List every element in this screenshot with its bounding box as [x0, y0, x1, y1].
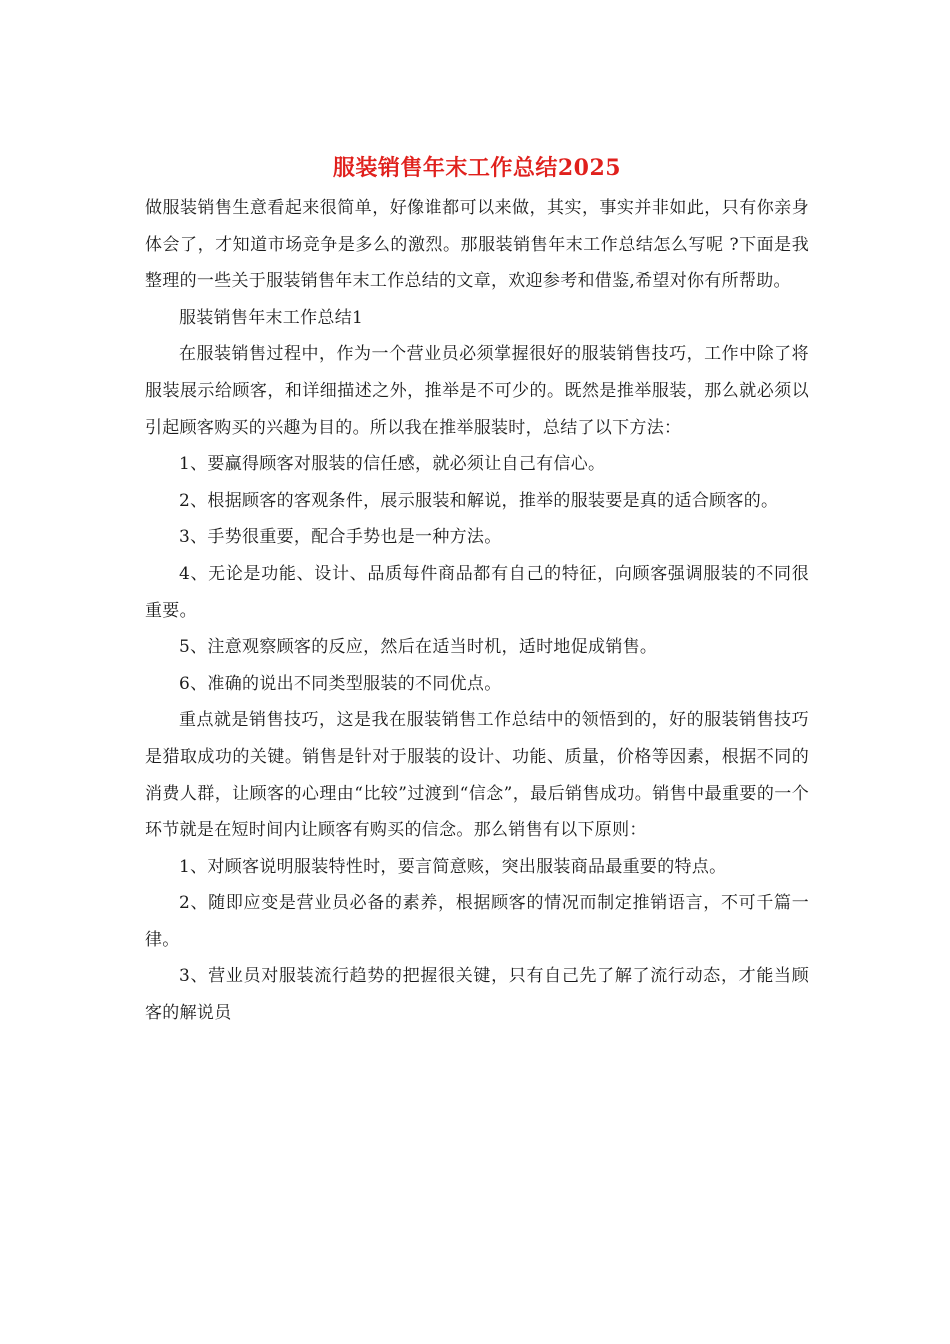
body-paragraph: 在服装销售过程中，作为一个营业员必须掌握很好的服装销售技巧，工作中除了将服装展示给顾客，和详细描述之外，推举是不可少的。既然是推举服装，那么就必须以引起顾客购买的兴趣为目的。所以我在推举服装时，总结了以下方法：	[145, 344, 809, 438]
list-item: 3、手势很重要，配合手势也是一种方法。	[179, 527, 502, 548]
list-item: 6、准确的说出不同类型服装的不同优点。	[179, 673, 502, 694]
list-item: 2、根据顾客的客观条件，展示服装和解说，推举的服装要是真的适合顾客的。	[179, 490, 779, 511]
intro-paragraph: 做服装销售生意看起来很简单，好像谁都可以来做，其实，事实并非如此，只有你亲身体会了，才知道市场竞争是多么的激烈。那服装销售年末工作总结怎么写呢 ?下面是我整理的一些关于服装销售年末工作总结的文章，欢迎参考和借鉴,希望对你有所帮助。	[145, 198, 809, 292]
document-title: 服装销售年末工作总结2025	[332, 155, 622, 181]
body-paragraph: 重点就是销售技巧，这是我在服装销售工作总结中的领悟到的，好的服装销售技巧是猎取成功的关键。销售是针对于服装的设计、功能、质量，价格等因素，根据不同的消费人群，让顾客的心理由“比较”过渡到“信念”，最后销售成功。销售中最重要的一个环节就是在短时间内让顾客有购买的信念。那么销售有以下原则：	[145, 710, 809, 841]
document-body	[145, 190, 809, 1032]
list-item: 4、无论是功能、设计、品质每件商品都有自己的特征，向顾客强调服装的不同很重要。	[145, 563, 809, 621]
list-item: 3、营业员对服装流行趋势的把握很关键，只有自己先了解了流行动态，才能当顾客的解说员	[145, 966, 809, 1024]
section-heading: 服装销售年末工作总结1	[179, 307, 364, 328]
list-item: 1、对顾客说明服装特性时，要言简意赅，突出服装商品最重要的特点。	[179, 856, 727, 877]
list-item: 1、要赢得顾客对服装的信任感，就必须让自己有信心。	[179, 454, 606, 475]
document-page	[145, 150, 809, 1032]
list-item: 5、注意观察顾客的反应，然后在适当时机，适时地促成销售。	[179, 637, 658, 658]
list-item: 2、随即应变是营业员必备的素养，根据顾客的情况而制定推销语言，不可千篇一律。	[145, 893, 809, 950]
